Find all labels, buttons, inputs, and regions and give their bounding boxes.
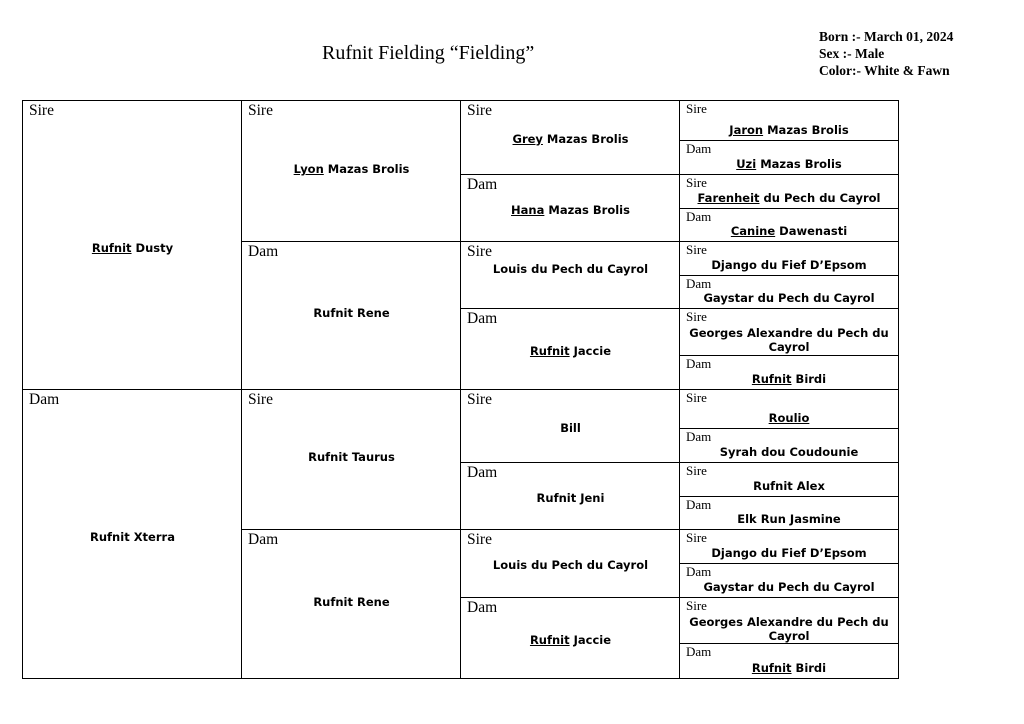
sire-label: Sire — [467, 102, 492, 119]
dog-name-text: Georges Alexandre du Pech du Cayrol — [689, 326, 889, 354]
dog-name-text: Jaccie — [569, 344, 612, 358]
dog-name — [465, 203, 676, 217]
pedigree-cell-g4-10 — [679, 428, 899, 463]
dog-name — [246, 450, 457, 464]
sire-label: Sire — [467, 391, 492, 408]
dog-name-text: Syrah dou Coudounie — [719, 445, 859, 459]
dam-label: Dam — [686, 276, 712, 291]
kennel-prefix: Rufnit — [529, 344, 570, 358]
dam-label: Dam — [686, 141, 712, 156]
pedigree-cell-g4-3 — [679, 174, 899, 209]
kennel-prefix: Lyon — [293, 162, 324, 176]
pedigree-cell-g2-4 — [241, 529, 462, 679]
pedigree-cell-g4-6 — [679, 275, 899, 309]
dog-name — [684, 157, 894, 171]
sire-label: Sire — [686, 101, 707, 116]
pedigree-cell-g4-14 — [679, 563, 899, 598]
pedigree-cell-g2-2 — [241, 241, 462, 390]
dog-name — [684, 512, 894, 526]
pedigree-cell-g1-2 — [22, 389, 243, 679]
dog-name-text: Louis du Pech du Cayrol — [492, 558, 649, 572]
pedigree-cell-g1-1 — [22, 100, 243, 390]
pedigree-cell-g3-1 — [460, 100, 681, 175]
dog-name — [684, 326, 894, 354]
dog-name-text: Georges Alexandre du Pech du Cayrol — [689, 615, 889, 643]
dog-name — [684, 224, 894, 238]
pedigree-cell-g3-7 — [460, 529, 681, 598]
kennel-prefix: Hana — [511, 203, 545, 217]
pedigree-cell-g4-7 — [679, 308, 899, 356]
dam-label: Dam — [686, 564, 712, 579]
dog-name-text: Rufnit Rene — [313, 595, 390, 609]
dam-label: Dam — [467, 310, 498, 327]
dam-label: Dam — [686, 429, 712, 444]
dog-name — [246, 162, 457, 176]
pedigree-cell-g3-6 — [460, 462, 681, 530]
sire-label: Sire — [686, 242, 707, 257]
dog-name-text: Jaccie — [569, 633, 612, 647]
dog-name — [684, 372, 894, 386]
pedigree-cell-g3-8 — [460, 597, 681, 679]
pedigree-cell-g4-5 — [679, 241, 899, 276]
dam-label: Dam — [248, 243, 279, 260]
sire-label: Sire — [248, 391, 273, 408]
dog-name — [465, 421, 676, 435]
born-date: Born :- March 01, 2024 — [819, 29, 954, 44]
dog-name-text: Rufnit Alex — [753, 479, 825, 493]
pedigree-cell-g4-9 — [679, 389, 899, 429]
kennel-prefix: Roulio — [768, 411, 810, 425]
dam-label: Dam — [686, 356, 712, 371]
pedigree-cell-g4-4 — [679, 208, 899, 242]
dog-name — [465, 262, 676, 276]
sire-label: Sire — [686, 309, 707, 324]
dog-name — [684, 191, 894, 205]
dog-name-text: Rufnit Taurus — [308, 450, 395, 464]
kennel-prefix: Rufnit — [91, 241, 132, 255]
dog-name — [684, 479, 894, 493]
dog-name-text: Birdi — [791, 661, 827, 675]
dog-name — [684, 123, 894, 137]
pedigree-cell-g3-3 — [460, 241, 681, 309]
pedigree-cell-g3-4 — [460, 308, 681, 390]
dog-name — [27, 530, 238, 544]
dog-name-text: Gaystar du Pech du Cayrol — [703, 291, 875, 305]
sire-label: Sire — [467, 243, 492, 260]
dog-name-text: Birdi — [791, 372, 827, 386]
sire-label: Sire — [29, 102, 54, 119]
dog-name-text: Dawenasti — [775, 224, 848, 238]
pedigree-cell-g3-2 — [460, 174, 681, 242]
dog-name-text: Django du Fief D’Epsom — [711, 258, 867, 272]
dog-name-text: Mazas Brolis — [323, 162, 410, 176]
pedigree-cell-g4-1 — [679, 100, 899, 141]
kennel-prefix: Grey — [512, 132, 543, 146]
coat-color: Color:- White & Fawn — [819, 63, 950, 78]
kennel-prefix: Jaron — [729, 123, 764, 137]
dog-name-text: Django du Fief D’Epsom — [711, 546, 867, 560]
pedigree-cell-g4-15 — [679, 597, 899, 644]
dog-name — [246, 595, 457, 609]
dog-name — [465, 558, 676, 572]
pedigree-cell-g4-8 — [679, 355, 899, 390]
kennel-prefix: Canine — [730, 224, 776, 238]
dog-name-text: Louis du Pech du Cayrol — [492, 262, 649, 276]
dog-name — [684, 546, 894, 560]
pedigree-cell-g4-13 — [679, 529, 899, 564]
pedigree-cell-g2-3 — [241, 389, 462, 530]
dog-name — [684, 661, 894, 675]
sire-label: Sire — [686, 463, 707, 478]
pedigree-cell-g4-12 — [679, 496, 899, 530]
pedigree-cell-g4-16 — [679, 643, 899, 679]
dog-name — [465, 344, 676, 358]
dog-name — [465, 491, 676, 505]
dog-name — [684, 291, 894, 305]
sire-label: Sire — [248, 102, 273, 119]
kennel-prefix: Farenheit — [697, 191, 760, 205]
dog-name — [684, 411, 894, 425]
dog-name — [27, 241, 238, 255]
dam-label: Dam — [467, 176, 498, 193]
dog-info — [819, 28, 953, 79]
pedigree-cell-g4-2 — [679, 140, 899, 175]
dam-label: Dam — [29, 391, 60, 408]
kennel-prefix: Rufnit — [751, 372, 792, 386]
sire-label: Sire — [686, 598, 707, 613]
dog-name-text: Rufnit Jeni — [536, 491, 605, 505]
dog-name-text: Gaystar du Pech du Cayrol — [703, 580, 875, 594]
kennel-prefix: Uzi — [736, 157, 757, 171]
dog-name — [684, 445, 894, 459]
sire-label: Sire — [686, 530, 707, 545]
sire-label: Sire — [467, 531, 492, 548]
dog-name-text: Elk Run Jasmine — [737, 512, 841, 526]
dog-name-text: Mazas Brolis — [756, 157, 842, 171]
dog-name-text: Rufnit Xterra — [90, 530, 175, 544]
dam-label: Dam — [686, 644, 712, 659]
dog-name-text: Mazas Brolis — [542, 132, 629, 146]
dog-name — [465, 633, 676, 647]
dog-name-text: Mazas Brolis — [544, 203, 630, 217]
dog-name — [246, 306, 457, 320]
dog-name-text: du Pech du Cayrol — [759, 191, 881, 205]
dog-name-text: Rufnit Rene — [313, 306, 390, 320]
dam-label: Dam — [686, 497, 712, 512]
dog-name-text: Dusty — [131, 241, 174, 255]
page-title: Rufnit Fielding “Fielding” — [322, 42, 535, 64]
dam-label: Dam — [467, 599, 498, 616]
pedigree-cell-g2-1 — [241, 100, 462, 242]
dog-name — [684, 580, 894, 594]
pedigree-cell-g4-11 — [679, 462, 899, 497]
dam-label: Dam — [686, 209, 712, 224]
kennel-prefix: Rufnit — [751, 661, 792, 675]
sire-label: Sire — [686, 175, 707, 190]
dam-label: Dam — [248, 531, 279, 548]
dog-name — [684, 258, 894, 272]
dog-name-text: Bill — [560, 421, 581, 435]
dam-label: Dam — [467, 464, 498, 481]
sex: Sex :- Male — [819, 46, 885, 61]
dog-name — [684, 615, 894, 643]
sire-label: Sire — [686, 390, 707, 405]
pedigree-cell-g3-5 — [460, 389, 681, 463]
dog-name-text: Mazas Brolis — [763, 123, 849, 137]
kennel-prefix: Rufnit — [529, 633, 570, 647]
dog-name — [465, 132, 676, 146]
